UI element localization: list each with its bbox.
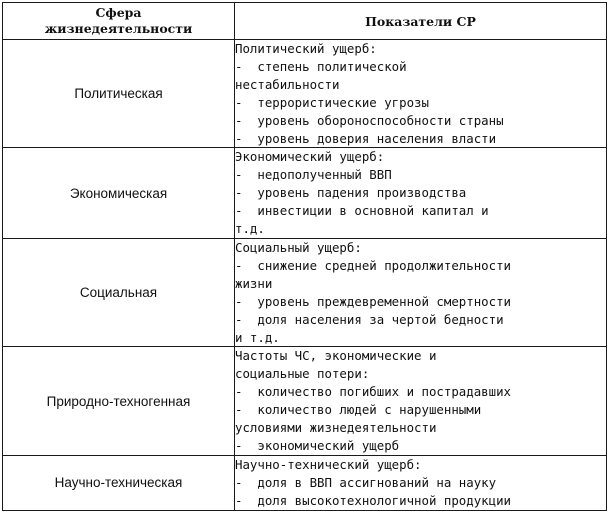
indicator-line: Экономический ущерб:: [235, 149, 385, 165]
indicator-line: социальные потери:: [235, 366, 370, 382]
sphere-cell: Экономическая: [3, 148, 235, 239]
indicator-line: - количество погибших и пострадавших: [235, 384, 512, 400]
indicators-cell: [235, 455, 607, 510]
indicator-line: - доля в ВВП ассигнований на науку: [235, 474, 497, 490]
table-row: [3, 347, 607, 455]
indicator-line: условиями жизнедеятельности: [235, 420, 437, 436]
indicator-line: Политический ущерб:: [235, 41, 377, 56]
header-sphere: [3, 3, 235, 40]
table-body: [3, 40, 607, 511]
header-sphere-line: жизнедеятельности: [44, 21, 193, 36]
table-row: [3, 238, 607, 346]
indicator-line: - уровень доверия населения власти: [235, 130, 497, 146]
indicator-line: - уровень обороноспособности страны: [235, 112, 504, 128]
sphere-cell: Природно-техногенная: [3, 347, 235, 455]
table-row: [3, 455, 607, 510]
indicator-line: Научно-технический ущерб:: [235, 456, 422, 472]
indicators-cell: [235, 148, 607, 239]
sphere-cell: Политическая: [3, 40, 235, 148]
sphere-cell: Научно-техническая: [3, 455, 235, 510]
indicator-line: жизни: [235, 275, 273, 291]
header-indicators: Показатели СР: [235, 3, 607, 40]
sphere-cell: Социальная: [3, 238, 235, 346]
indicator-line: Социальный ущерб:: [235, 239, 362, 255]
indicator-line: - уровень преждевременной смертности: [235, 293, 512, 309]
header-sphere-line: Сфера: [95, 5, 142, 20]
indicators-cell: [235, 40, 607, 148]
indicator-line: - инвестиции в основной капитал и: [235, 203, 489, 219]
indicator-line: - доля населения за чертой бедности: [235, 311, 504, 327]
table-row: [3, 148, 607, 239]
indicators-cell: [235, 347, 607, 455]
indicator-line: нестабильности: [235, 76, 340, 92]
indicator-line: Частоты ЧС, экономические и: [235, 348, 437, 364]
indicator-line: и т.д.: [235, 329, 280, 345]
indicator-line: - экономический ущерб: [235, 437, 400, 453]
indicators-cell: [235, 238, 607, 346]
table-row: [3, 40, 607, 148]
indicator-line: - террористические угрозы: [235, 94, 429, 110]
indicators-table: [2, 2, 607, 511]
indicator-line: - снижение средней продолжительности: [235, 257, 512, 273]
indicator-line: - уровень падения производства: [235, 185, 467, 201]
indicator-line: - доля высокотехнологичной продукции: [235, 492, 512, 508]
indicator-line: - количество людей с нарушенными: [235, 402, 482, 418]
header-row: [3, 3, 607, 40]
indicator-line: - степень политической: [235, 58, 407, 74]
indicator-line: - недополученный ВВП: [235, 167, 392, 183]
indicator-line: т.д.: [235, 221, 265, 237]
